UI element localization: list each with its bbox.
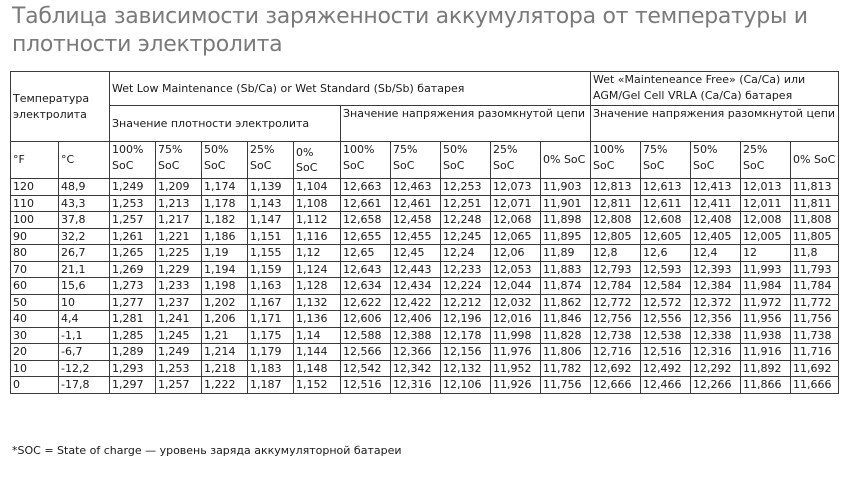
table-cell: 40 xyxy=(11,311,59,328)
table-cell: 1,245 xyxy=(156,327,202,344)
table-cell: 11,874 xyxy=(541,278,591,295)
header-soc-25: 25% SoC xyxy=(491,142,541,179)
table-cell: 120 xyxy=(11,179,59,196)
table-cell: 110 xyxy=(11,195,59,212)
table-cell: 12,461 xyxy=(391,195,441,212)
table-cell: 11,866 xyxy=(741,377,791,394)
table-row xyxy=(11,179,839,196)
table-cell: 1,152 xyxy=(294,377,341,394)
table-cell: 11,984 xyxy=(741,278,791,295)
table-cell: 1,104 xyxy=(294,179,341,196)
table-cell: 0 xyxy=(11,377,59,394)
header-voltage-wet: Значение напряжения разомкнутой цепи xyxy=(341,106,591,142)
table-cell: 12,772 xyxy=(591,294,641,311)
table-cell: 1,108 xyxy=(294,195,341,212)
table-cell: 12,068 xyxy=(491,212,541,229)
table-cell: 12 xyxy=(741,245,791,262)
header-soc-25: 25% SoC xyxy=(248,142,294,179)
table-cell: 70 xyxy=(11,261,59,278)
table-cell: 11,716 xyxy=(791,344,839,361)
battery-charge-table xyxy=(10,71,839,394)
table-cell: 12,661 xyxy=(341,195,391,212)
table-cell: 11,756 xyxy=(791,311,839,328)
table-cell: 12,032 xyxy=(491,294,541,311)
table-cell: 12,663 xyxy=(341,179,391,196)
table-cell: 12,655 xyxy=(341,228,391,245)
table-cell: 1,269 xyxy=(110,261,156,278)
header-temperature: Температура электролита xyxy=(11,72,110,142)
table-cell: 1,182 xyxy=(202,212,248,229)
table-cell: 11,993 xyxy=(741,261,791,278)
table-cell: 12,466 xyxy=(641,377,691,394)
table-cell: 1,225 xyxy=(156,245,202,262)
table-cell: 20 xyxy=(11,344,59,361)
table-cell: 11,901 xyxy=(541,195,591,212)
table-row xyxy=(11,360,839,377)
table-cell: 1,281 xyxy=(110,311,156,328)
table-cell: 1,112 xyxy=(294,212,341,229)
table-cell: 11,972 xyxy=(741,294,791,311)
table-cell: 11,862 xyxy=(541,294,591,311)
table-body xyxy=(11,179,839,394)
table-cell: 12,658 xyxy=(341,212,391,229)
table-row xyxy=(11,278,839,295)
header-voltage-mf: Значение напряжения разомкнутой цепи xyxy=(591,106,839,142)
table-cell: 12,588 xyxy=(341,327,391,344)
table-cell: 12,408 xyxy=(691,212,741,229)
table-cell: 32,2 xyxy=(59,228,110,245)
table-cell: 11,952 xyxy=(491,360,541,377)
table-cell: 12,793 xyxy=(591,261,641,278)
table-cell: 12,384 xyxy=(691,278,741,295)
table-cell: 12,808 xyxy=(591,212,641,229)
table-cell: 1,194 xyxy=(202,261,248,278)
table-cell: 1,237 xyxy=(156,294,202,311)
table-cell: 1,116 xyxy=(294,228,341,245)
table-cell: 1,233 xyxy=(156,278,202,295)
table-cell: 12,584 xyxy=(641,278,691,295)
table-cell: 12,251 xyxy=(441,195,491,212)
table-cell: 12,811 xyxy=(591,195,641,212)
table-cell: 1,289 xyxy=(110,344,156,361)
table-cell: 11,956 xyxy=(741,311,791,328)
table-cell: 43,3 xyxy=(59,195,110,212)
header-unit-f: °F xyxy=(11,142,59,179)
table-cell: 11,903 xyxy=(541,179,591,196)
table-cell: 12,212 xyxy=(441,294,491,311)
table-row xyxy=(11,195,839,212)
table-cell: 12,253 xyxy=(441,179,491,196)
table-cell: 1,221 xyxy=(156,228,202,245)
table-cell: -12,2 xyxy=(59,360,110,377)
table-cell: 11,666 xyxy=(791,377,839,394)
table-cell: 11,916 xyxy=(741,344,791,361)
table-cell: 100 xyxy=(11,212,59,229)
table-cell: 1,198 xyxy=(202,278,248,295)
header-soc-100: 100% SoC xyxy=(341,142,391,179)
table-cell: 1,179 xyxy=(248,344,294,361)
table-cell: 12,013 xyxy=(741,179,791,196)
table-cell: 12,434 xyxy=(391,278,441,295)
table-cell: 12,692 xyxy=(591,360,641,377)
table-cell: 11,692 xyxy=(791,360,839,377)
table-cell: 21,1 xyxy=(59,261,110,278)
table-cell: 12,196 xyxy=(441,311,491,328)
header-soc-0: 0% SoC xyxy=(791,142,839,179)
table-cell: 12,572 xyxy=(641,294,691,311)
table-cell: 1,147 xyxy=(248,212,294,229)
table-cell: 11,813 xyxy=(791,179,839,196)
table-cell: 12,016 xyxy=(491,311,541,328)
page-title: Таблица зависимости заряженности аккумулятора от температуры и плотности электролита xyxy=(12,4,808,57)
header-soc-50: 50% SoC xyxy=(441,142,491,179)
table-row xyxy=(11,294,839,311)
table-cell: 12,492 xyxy=(641,360,691,377)
table-cell: 12,716 xyxy=(591,344,641,361)
table-cell: 11,898 xyxy=(541,212,591,229)
table-row xyxy=(11,377,839,394)
table-cell: 12,643 xyxy=(341,261,391,278)
table-cell: 1,144 xyxy=(294,344,341,361)
table-cell: 1,214 xyxy=(202,344,248,361)
table-cell: 12,593 xyxy=(641,261,691,278)
table-cell: 1,253 xyxy=(156,360,202,377)
table-cell: 1,249 xyxy=(110,179,156,196)
table-cell: 1,277 xyxy=(110,294,156,311)
table-cell: 11,926 xyxy=(491,377,541,394)
table-cell: 1,218 xyxy=(202,360,248,377)
table-cell: 50 xyxy=(11,294,59,311)
table-cell: 1,186 xyxy=(202,228,248,245)
table-row xyxy=(11,228,839,245)
table-cell: 1,241 xyxy=(156,311,202,328)
table-cell: 11,895 xyxy=(541,228,591,245)
table-cell: 12,622 xyxy=(341,294,391,311)
table-cell: 12,233 xyxy=(441,261,491,278)
table-cell: 12,634 xyxy=(341,278,391,295)
table-cell: 1,159 xyxy=(248,261,294,278)
table-cell: 1,151 xyxy=(248,228,294,245)
table-cell: 12,405 xyxy=(691,228,741,245)
table-cell: 1,12 xyxy=(294,245,341,262)
table-cell: 11,8 xyxy=(791,245,839,262)
table-cell: 12,805 xyxy=(591,228,641,245)
table-cell: 11,805 xyxy=(791,228,839,245)
table-cell: 12,393 xyxy=(691,261,741,278)
table-cell: 12,406 xyxy=(391,311,441,328)
table-cell: 1,132 xyxy=(294,294,341,311)
table-row xyxy=(11,311,839,328)
table-cell: 1,261 xyxy=(110,228,156,245)
table-cell: 1,273 xyxy=(110,278,156,295)
table-cell: 11,808 xyxy=(791,212,839,229)
table-cell: 11,756 xyxy=(541,377,591,394)
table-cell: 12,422 xyxy=(391,294,441,311)
table-row xyxy=(11,212,839,229)
table-cell: 11,892 xyxy=(741,360,791,377)
table-cell: 1,175 xyxy=(248,327,294,344)
table-cell: 11,883 xyxy=(541,261,591,278)
table-cell: 1,163 xyxy=(248,278,294,295)
table-cell: 12,316 xyxy=(391,377,441,394)
table-cell: 26,7 xyxy=(59,245,110,262)
table-cell: 12,06 xyxy=(491,245,541,262)
table-cell: 12,516 xyxy=(341,377,391,394)
table-cell: 1,217 xyxy=(156,212,202,229)
table-cell: 12,266 xyxy=(691,377,741,394)
table-cell: 12,516 xyxy=(641,344,691,361)
table-cell: 12,224 xyxy=(441,278,491,295)
table-cell: 12,566 xyxy=(341,344,391,361)
table-cell: 1,297 xyxy=(110,377,156,394)
table-cell: 12,106 xyxy=(441,377,491,394)
table-cell: 1,155 xyxy=(248,245,294,262)
table-cell: 1,265 xyxy=(110,245,156,262)
table-cell: 12,065 xyxy=(491,228,541,245)
table-cell: 12,248 xyxy=(441,212,491,229)
table-cell: 1,257 xyxy=(110,212,156,229)
table-cell: 12,463 xyxy=(391,179,441,196)
table-cell: 11,89 xyxy=(541,245,591,262)
table-cell: 1,14 xyxy=(294,327,341,344)
table-cell: 12,073 xyxy=(491,179,541,196)
table-cell: 12,316 xyxy=(691,344,741,361)
table-cell: 12,342 xyxy=(391,360,441,377)
header-soc-75: 75% SoC xyxy=(391,142,441,179)
table-cell: 1,209 xyxy=(156,179,202,196)
table-row xyxy=(11,261,839,278)
table-cell: 12,372 xyxy=(691,294,741,311)
header-group-wet-low-maintenance: Wet Low Maintenance (Sb/Ca) or Wet Standard (Sb/Sb) батарея xyxy=(110,72,591,106)
table-cell: 1,257 xyxy=(156,377,202,394)
header-soc-75: 75% SoC xyxy=(156,142,202,179)
table-cell: 15,6 xyxy=(59,278,110,295)
table-cell: 12,132 xyxy=(441,360,491,377)
header-soc-50: 50% SoC xyxy=(202,142,248,179)
header-soc-50: 50% SoC xyxy=(691,142,741,179)
table-cell: 10 xyxy=(11,360,59,377)
table-cell: 1,139 xyxy=(248,179,294,196)
table-cell: 1,136 xyxy=(294,311,341,328)
table-cell: 12,608 xyxy=(641,212,691,229)
table-row xyxy=(11,327,839,344)
table-cell: 12,178 xyxy=(441,327,491,344)
table-cell: 12,613 xyxy=(641,179,691,196)
table-cell: -6,7 xyxy=(59,344,110,361)
footnote: *SOC = State of charge — уровень заряда аккумуляторной батареи xyxy=(12,444,402,457)
table-cell: 11,784 xyxy=(791,278,839,295)
table-cell: 11,782 xyxy=(541,360,591,377)
header-soc-25: 25% SoC xyxy=(741,142,791,179)
table-cell: 12,292 xyxy=(691,360,741,377)
table-cell: 1,249 xyxy=(156,344,202,361)
table-cell: 12,738 xyxy=(591,327,641,344)
table-cell: 12,411 xyxy=(691,195,741,212)
table-cell: 60 xyxy=(11,278,59,295)
table-cell: 4,4 xyxy=(59,311,110,328)
table-cell: 11,976 xyxy=(491,344,541,361)
table-cell: 12,053 xyxy=(491,261,541,278)
table-cell: 12,784 xyxy=(591,278,641,295)
table-cell: 48,9 xyxy=(59,179,110,196)
table-cell: 1,124 xyxy=(294,261,341,278)
table-cell: 12,542 xyxy=(341,360,391,377)
table-cell: 90 xyxy=(11,228,59,245)
table-cell: 12,458 xyxy=(391,212,441,229)
header-soc-100: 100% SoC xyxy=(591,142,641,179)
table-cell: 12,756 xyxy=(591,311,641,328)
table-cell: 12,044 xyxy=(491,278,541,295)
table-cell: 12,4 xyxy=(691,245,741,262)
table-row xyxy=(11,344,839,361)
header-group-maintenance-free: Wet «Mainteneance Free» (Ca/Ca) или AGM/Gel Cell VRLA (Ca/Ca) батарея xyxy=(591,72,839,106)
table-cell: 12,366 xyxy=(391,344,441,361)
table-cell: 11,938 xyxy=(741,327,791,344)
table-cell: 12,071 xyxy=(491,195,541,212)
table-cell: 11,806 xyxy=(541,344,591,361)
table-cell: 12,455 xyxy=(391,228,441,245)
table-cell: 1,183 xyxy=(248,360,294,377)
table-cell: -1,1 xyxy=(59,327,110,344)
table-cell: 12,8 xyxy=(591,245,641,262)
table-cell: 1,178 xyxy=(202,195,248,212)
table-cell: 1,143 xyxy=(248,195,294,212)
table-cell: 12,413 xyxy=(691,179,741,196)
header-soc-100: 100% SoC xyxy=(110,142,156,179)
table-cell: 12,156 xyxy=(441,344,491,361)
table-cell: 1,128 xyxy=(294,278,341,295)
table-cell: 37,8 xyxy=(59,212,110,229)
table-cell: 1,19 xyxy=(202,245,248,262)
table-cell: 12,6 xyxy=(641,245,691,262)
table-cell: 12,388 xyxy=(391,327,441,344)
table-cell: 12,606 xyxy=(341,311,391,328)
table-cell: 12,666 xyxy=(591,377,641,394)
table-cell: 12,45 xyxy=(391,245,441,262)
table-row xyxy=(11,245,839,262)
table-cell: 11,793 xyxy=(791,261,839,278)
table-cell: 1,253 xyxy=(110,195,156,212)
table-cell: 1,293 xyxy=(110,360,156,377)
table-cell: 1,202 xyxy=(202,294,248,311)
table-cell: 1,222 xyxy=(202,377,248,394)
table-cell: 12,556 xyxy=(641,311,691,328)
table-cell: 11,828 xyxy=(541,327,591,344)
table-cell: 12,813 xyxy=(591,179,641,196)
table-cell: 1,187 xyxy=(248,377,294,394)
header-unit-c: °C xyxy=(59,142,110,179)
table-cell: 11,811 xyxy=(791,195,839,212)
table-cell: 12,005 xyxy=(741,228,791,245)
header-density: Значение плотности электролита xyxy=(110,106,341,142)
table-cell: 12,356 xyxy=(691,311,741,328)
table-cell: 12,24 xyxy=(441,245,491,262)
table-cell: 12,443 xyxy=(391,261,441,278)
table-cell: 11,738 xyxy=(791,327,839,344)
table-cell: 12,611 xyxy=(641,195,691,212)
table-cell: 1,213 xyxy=(156,195,202,212)
table-cell: 1,171 xyxy=(248,311,294,328)
table-cell: 11,998 xyxy=(491,327,541,344)
table-cell: 1,21 xyxy=(202,327,248,344)
table-cell: 1,167 xyxy=(248,294,294,311)
table-cell: 10 xyxy=(59,294,110,311)
table-cell: 12,338 xyxy=(691,327,741,344)
table-cell: 1,285 xyxy=(110,327,156,344)
table-cell: -17,8 xyxy=(59,377,110,394)
table-cell: 12,65 xyxy=(341,245,391,262)
table-cell: 12,245 xyxy=(441,228,491,245)
table-cell: 12,605 xyxy=(641,228,691,245)
header-soc-75: 75% SoC xyxy=(641,142,691,179)
table-cell: 80 xyxy=(11,245,59,262)
table-cell: 1,229 xyxy=(156,261,202,278)
table-cell: 1,174 xyxy=(202,179,248,196)
table-cell: 1,148 xyxy=(294,360,341,377)
table-cell: 12,008 xyxy=(741,212,791,229)
header-soc-0: 0% SoC xyxy=(541,142,591,179)
table-cell: 11,846 xyxy=(541,311,591,328)
table-cell: 1,206 xyxy=(202,311,248,328)
header-soc-0: 0% SoC xyxy=(294,142,341,179)
table-cell: 12,538 xyxy=(641,327,691,344)
table-cell: 30 xyxy=(11,327,59,344)
table-cell: 12,011 xyxy=(741,195,791,212)
table-cell: 11,772 xyxy=(791,294,839,311)
